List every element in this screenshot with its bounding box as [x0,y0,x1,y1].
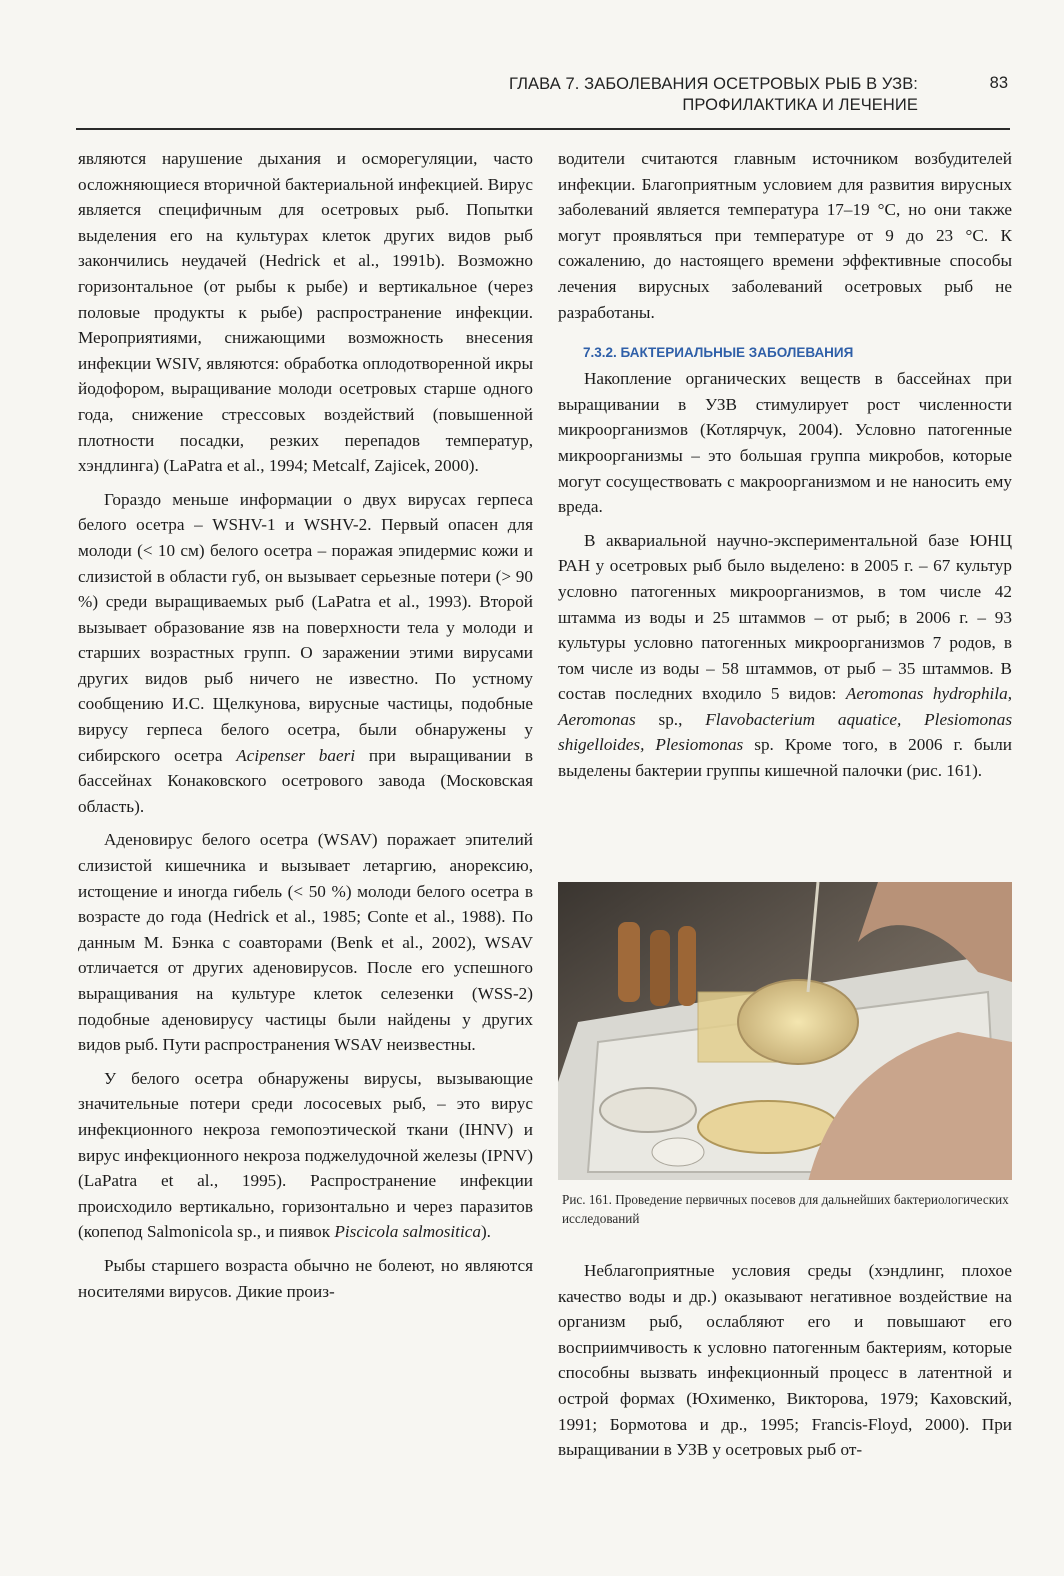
paragraph-text: при выращивании в бассейнах Конаковского осетрового завода (Московская область). [78,745,533,816]
species-name: Acipenser baeri [236,745,356,765]
paragraph-text: sp. Кроме того, в 2006 г. были выделены бактерии группы кишечной палочки (рис. 161). [558,735,1012,781]
paragraph: Накопление органических веществ в бассейнах при выращивании в УЗВ стимулирует рост численности микроорганизмов (Котлярчук, 2004). Условно патогенные микроорганизмы – это большая группа микробов, которые могут сосуществовать с макроорганизмом и не наносить ему вреда. [558,369,1012,517]
right-column [558,146,1012,784]
paragraph: Рыбы старшего возраста обычно не болеют, но являются носителями вирусов. Дикие произ- [78,1255,533,1301]
paragraph: Аденовирус белого осетра (WSAV) поражает эпителий слизистой кишечника и вызывает летаргию, анорексию, истощение и иногда гибель (< 50 %) молоди белого осетра в возрасте до года (Hedrick et al., 1985; Conte et al., 1988). По данным М. Бэнка с соавторами (Benk et al., 2002), WSAV отличается от других аденовирусов. После его успешного выращивания на культуре клеток селезенки (WSS-2) подобные аденовирусу частицы были найдены у других видов рыб. Пути распространения WSAV неизвестны. [78,830,533,1055]
paragraph-text: sp., [658,709,683,729]
paragraph [78,487,533,820]
right-column-bottom [558,1258,1012,1463]
paragraph-text: ). [480,1222,491,1242]
paragraph-text: Гораздо меньше информации о двух вирусах герпеса белого осетра – WSHV-1 и WSHV-2. Первый опасен для молоди (< 10 см) белого осетра – поражая эпидермис кожи и слизистой в области губ, он вызывает серьезные потери (> 90 %) среди выращиваемых рыб (LaPatra et al., 1993). Второй вызывает образование язв на поверхности тела у молоди и старших возрастных групп. О заражении этими вирусами других видов рыб ничего не известно. По устному сообщению И.С. Щелкунова, вирусные частицы, подобные вирусу герпеса белого осетра, были обнаружены у сибирского осетра [78,489,533,765]
species-name: Piscicola salmositica [334,1222,481,1242]
paragraph-text: В аквариальной научно-экспериментальной базе ЮНЦ РАН у осетровых рыб было выделено: в 2005 г. – 67 культур условно патогенных микроорганизмов, в том числе 42 штамма из воды и 25 штаммов – от рыб; в 2006 г. – 93 культуры условно патогенных микроорганизмов 7 родов, в том числе из воды – 58 штаммов, от рыб – 35 штаммов. В состав последних входило 5 видов: [558,530,1012,704]
paragraph: водители считаются главным источником возбудителей инфекции. Благоприятным условием для развития вирусных заболеваний является температура 17–19 °С, но они также могут проявляться при температуре от 9 до 23 °С. К сожалению, до настоящего времени эффективные способы лечения вирусных заболеваний осетровых рыб не разработаны. [558,149,1012,322]
section-heading: 7.3.2. БАКТЕРИАЛЬНЫЕ ЗАБОЛЕВАНИЯ [583,345,854,361]
chapter-title-line-2: ПРОФИЛАКТИКА И ЛЕЧЕНИЕ [682,96,918,114]
paragraph: Неблагоприятные условия среды (хэндлинг, плохое качество воды и др.) оказывают негативное воздействие на организм рыб, ослабляют его и повышают его восприимчивость к условно патогенным бактериям, которые способны вызвать инфекционный процесс в латентной и острой формах (Юхименко, Викторова, 1979; Каховский, 1991; Бормотова и др., 1995; Francis-Floyd, 2000). При выращивании в УЗВ у осетровых рыб от- [558,1261,1012,1460]
species-name: Aeromonas hydrophila, Aeromonas [558,684,1012,729]
page-number: 83 [989,74,1008,92]
paragraph [558,528,1012,784]
paragraph [78,1066,533,1245]
left-column [78,146,533,1304]
chapter-title-line-1: ГЛАВА 7. ЗАБОЛЕВАНИЯ ОСЕТРОВЫХ РЫБ В УЗВ: [509,75,918,93]
figure-caption: Рис. 161. Проведение первичных посевов для дальнейших бактериологических исследований [562,1192,1009,1226]
running-header [76,66,1010,130]
lab-photo [558,882,1012,1180]
lab-photo-illustration [558,882,1012,1180]
species-name: Flavobacterium aquatice, Plesiomonas shigelloides, Plesiomonas [558,709,1013,755]
paragraph-text: У белого осетра обнаружены вирусы, вызывающие значительные потери среди лососевых рыб, – это вирус инфекционного некроза гемопоэтической ткани (IHNV) и вирус инфекционного некроза поджелудочной железы (IPNV) (LaPatra et al., 1995). Распространение инфекции происходило вертикально, горизонтально и через паразитов (копепод Salmonicola sp., и пиявок [78,1068,533,1242]
chapter-title [509,74,918,116]
paragraph: являются нарушение дыхания и осморегуляции, часто осложняющиеся вторичной бактериальной инфекцией. Вирус является специфичным для осетровых рыб. Попытки выделения его на культурах клеток других видов рыб закончились неудачей (Hedrick et al., 1991b). Возможно горизонтальное (от рыбы к рыбе) и вертикальное (через половые продукты к рыбе) распространение инфекции. Мероприятиями, снижающими возможность внесения инфекции WSIV, являются: обработка оплодотворенной икры йодофором, выращивание молоди осетровых старше одного года, снижение стрессовых воздействий (повышенной плотности посадки, резких перепадов температур, хэндлинга) (LaPatra et al., 1994; Metcalf, Zajicek, 2000). [78,149,533,476]
